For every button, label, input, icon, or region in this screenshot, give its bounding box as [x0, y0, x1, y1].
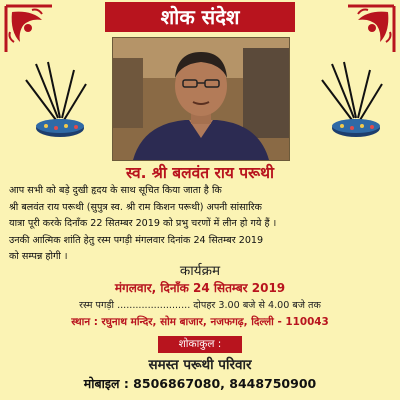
mourners-label: शोकाकुल :: [158, 336, 242, 353]
notice-title: शोक संदेश: [105, 2, 295, 32]
message-line: श्री बलवंत राय परूथी (सुपुत्र स्व. श्री राम किशन परूथी) अपनी सांसारिक: [9, 201, 262, 213]
corner-ornament-icon: [2, 2, 56, 56]
program-time: रस्म पगड़ी ........................ दोपहर 3.00 बजे से 4.00 बजे तक: [79, 300, 321, 311]
message-line: को सम्पन्न होगी ।: [9, 251, 68, 263]
program-heading: कार्यक्रम: [179, 263, 221, 279]
family-name: समस्त परूथी परिवार: [148, 357, 252, 373]
message-line: यात्रा पूरी करके दिनाँक 22 सितम्बर 2019 को प्रभु चरणों में लीन हो गये हैं ।: [9, 218, 277, 230]
message-line: उनकी आत्मिक शांति हेतु रस्म पगड़ी मंगलवार दिनांक 24 सितम्बर 2019: [9, 234, 264, 246]
incense-burner-icon: [22, 60, 94, 148]
incense-burner-icon: [318, 60, 390, 148]
portrait-photo: [112, 37, 290, 161]
deceased-name: स्व. श्री बलवंत राय परूथी: [125, 164, 275, 182]
program-date: मंगलवार, दिनाँक 24 सितम्बर 2019: [114, 281, 286, 295]
contact-mobile: मोबाइल : 8506867080, 8448750900: [83, 376, 317, 391]
message-line: आप सभी को बड़े दुखी हृदय के साथ सूचित किया जाता है कि: [9, 185, 222, 196]
corner-ornament-icon: [344, 2, 398, 56]
program-venue: स्थान : रघुनाथ मन्दिर, सोम बाजार, नजफगढ़, दिल्ली - 110043: [71, 316, 329, 328]
condolence-message: [9, 183, 391, 266]
